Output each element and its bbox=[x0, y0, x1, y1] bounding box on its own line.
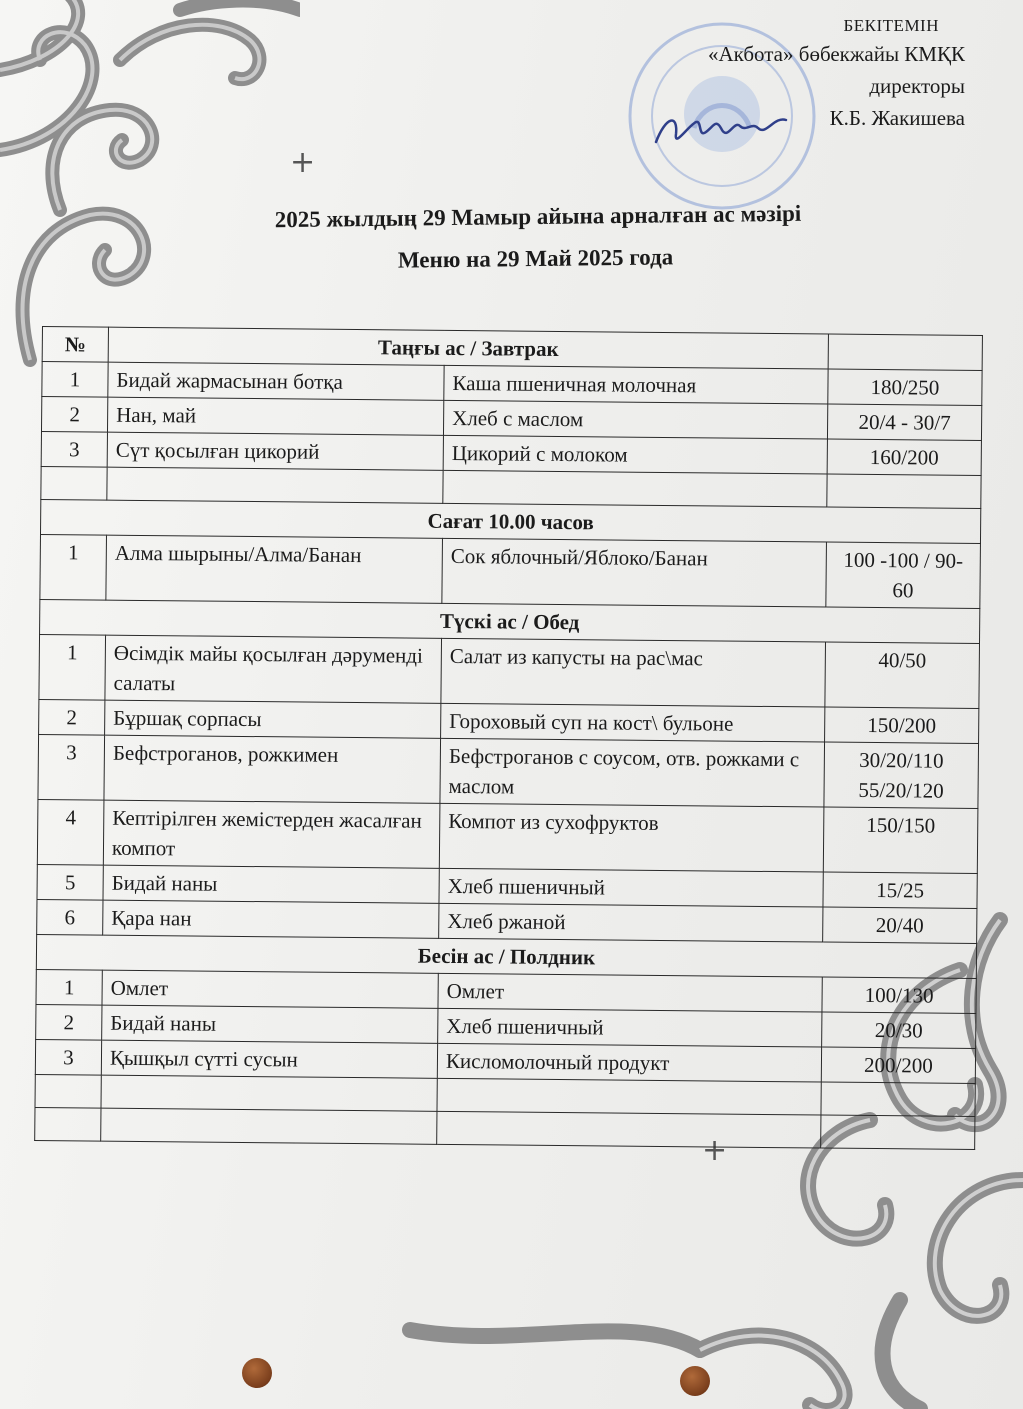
menu-table-wrapper bbox=[34, 326, 1002, 1150]
dish-portion: 200/200 bbox=[821, 1047, 975, 1083]
empty-cell bbox=[821, 1082, 975, 1116]
row-number: 3 bbox=[35, 1039, 101, 1075]
menu-table bbox=[34, 326, 983, 1150]
empty-cell bbox=[437, 1111, 821, 1148]
row-number: 2 bbox=[36, 1004, 102, 1040]
empty-cell bbox=[437, 1078, 821, 1115]
row-number: 1 bbox=[40, 534, 107, 600]
approval-organization: «Акбота» бөбекжайы КМҚК bbox=[708, 42, 965, 66]
dish-kazakh: Қышқыл сүтті сусын bbox=[101, 1040, 437, 1078]
empty-cell bbox=[35, 1107, 101, 1141]
row-number: 4 bbox=[37, 799, 104, 865]
dish-kazakh: Омлет bbox=[102, 970, 438, 1008]
dish-russian: Бефстроганов с соусом, отв. рожками с маслом bbox=[440, 738, 825, 807]
dish-kazakh: Бефстроганов, рожкимен bbox=[104, 735, 441, 803]
dish-kazakh: Кептірілген жемістерден жасалған компот bbox=[103, 800, 440, 868]
dish-kazakh: Сүт қосылған цикорий bbox=[107, 432, 443, 470]
empty-cell bbox=[101, 1075, 437, 1111]
binder-hole-icon bbox=[242, 1358, 272, 1388]
dish-kazakh: Алма шырыны/Алма/Банан bbox=[106, 535, 443, 603]
section-title: Бесін ас / Полдник bbox=[36, 934, 976, 978]
row-number: 2 bbox=[39, 699, 105, 735]
binder-hole-icon bbox=[680, 1366, 710, 1396]
row-number: 1 bbox=[39, 634, 106, 700]
dish-kazakh: Бұршақ сорпасы bbox=[105, 700, 441, 738]
dish-kazakh: Өсімдік майы қосылған дәруменді салаты bbox=[105, 635, 442, 703]
dish-russian: Компот из сухофруктов bbox=[439, 803, 824, 872]
dish-portion: 180/250 bbox=[828, 369, 982, 405]
row-number: 3 bbox=[38, 734, 105, 800]
dish-portion: 100/130 bbox=[822, 977, 976, 1013]
dish-russian: Гороховый суп на кост\ бульоне bbox=[441, 703, 825, 742]
dish-portion: 40/50 bbox=[825, 642, 980, 708]
empty-cell bbox=[101, 1108, 437, 1144]
approval-position: директоры bbox=[869, 74, 965, 98]
dish-kazakh: Бидай наны bbox=[102, 1005, 438, 1043]
ornament-top-left-icon bbox=[0, 0, 300, 370]
dish-russian: Салат из капусты на рас\мас bbox=[441, 638, 826, 707]
table-row bbox=[37, 799, 978, 873]
dish-portion: 20/40 bbox=[823, 907, 977, 943]
dish-russian: Хлеб пшеничный bbox=[439, 868, 823, 907]
dish-kazakh: Бидай наны bbox=[103, 865, 439, 903]
dish-portion: 150/200 bbox=[825, 707, 979, 743]
dish-portion: 20/30 bbox=[822, 1012, 976, 1048]
dish-russian: Кисломолочный продукт bbox=[437, 1043, 821, 1082]
dish-portion: 150/150 bbox=[823, 807, 978, 873]
dish-portion: 100 -100 / 90-60 bbox=[826, 542, 981, 608]
dish-kazakh: Қара нан bbox=[103, 900, 439, 938]
table-row bbox=[40, 534, 981, 608]
dish-kazakh: Бидай жармасынан ботқа bbox=[108, 362, 444, 400]
title-russian: Меню на 29 Май 2025 года bbox=[397, 244, 674, 273]
empty-cell bbox=[41, 466, 107, 500]
section-qty-cell bbox=[828, 334, 982, 370]
dish-portion: 30/20/110 55/20/120 bbox=[824, 742, 979, 808]
header-number: № bbox=[42, 327, 108, 363]
approval-heading: БЕКІТЕМІН bbox=[843, 16, 939, 35]
dish-russian: Цикорий с молоком bbox=[443, 435, 827, 474]
plus-mark-icon: + bbox=[290, 145, 316, 180]
empty-cell bbox=[821, 1115, 975, 1149]
empty-cell bbox=[443, 470, 827, 507]
row-number: 6 bbox=[37, 899, 103, 935]
title-kazakh: 2025 жылдың 29 Мамыр айына арналған ас мәзірі bbox=[274, 200, 802, 233]
dish-kazakh: Нан, май bbox=[107, 397, 443, 435]
section-title: Түскі ас / Обед bbox=[40, 599, 980, 643]
dish-portion: 160/200 bbox=[827, 439, 981, 475]
section-title: Таңғы ас / Завтрак bbox=[108, 327, 828, 369]
row-number: 1 bbox=[36, 969, 102, 1005]
empty-cell bbox=[35, 1074, 101, 1108]
table-row bbox=[38, 734, 979, 808]
dish-russian: Сок яблочный/Яблоко/Банан bbox=[442, 538, 827, 607]
dish-russian: Хлеб с маслом bbox=[443, 400, 827, 439]
dish-russian: Хлеб пшеничный bbox=[438, 1008, 822, 1047]
row-number: 5 bbox=[37, 864, 103, 900]
dish-russian: Омлет bbox=[438, 973, 822, 1012]
dish-russian: Хлеб ржаной bbox=[439, 903, 823, 942]
empty-cell bbox=[107, 467, 443, 503]
row-number: 2 bbox=[41, 397, 107, 433]
row-number: 3 bbox=[41, 431, 107, 467]
empty-cell bbox=[827, 474, 981, 508]
dish-portion: 20/4 - 30/7 bbox=[827, 404, 981, 440]
approval-director-name: К.Б. Жакишева bbox=[829, 106, 965, 130]
approval-block bbox=[708, 14, 965, 134]
row-number: 1 bbox=[42, 362, 108, 398]
dish-russian: Каша пшеничная молочная bbox=[444, 365, 828, 404]
plus-mark-icon: + bbox=[702, 1133, 728, 1168]
table-row bbox=[39, 634, 980, 708]
section-title: Сағат 10.00 часов bbox=[40, 499, 980, 543]
dish-portion: 15/25 bbox=[823, 872, 977, 908]
